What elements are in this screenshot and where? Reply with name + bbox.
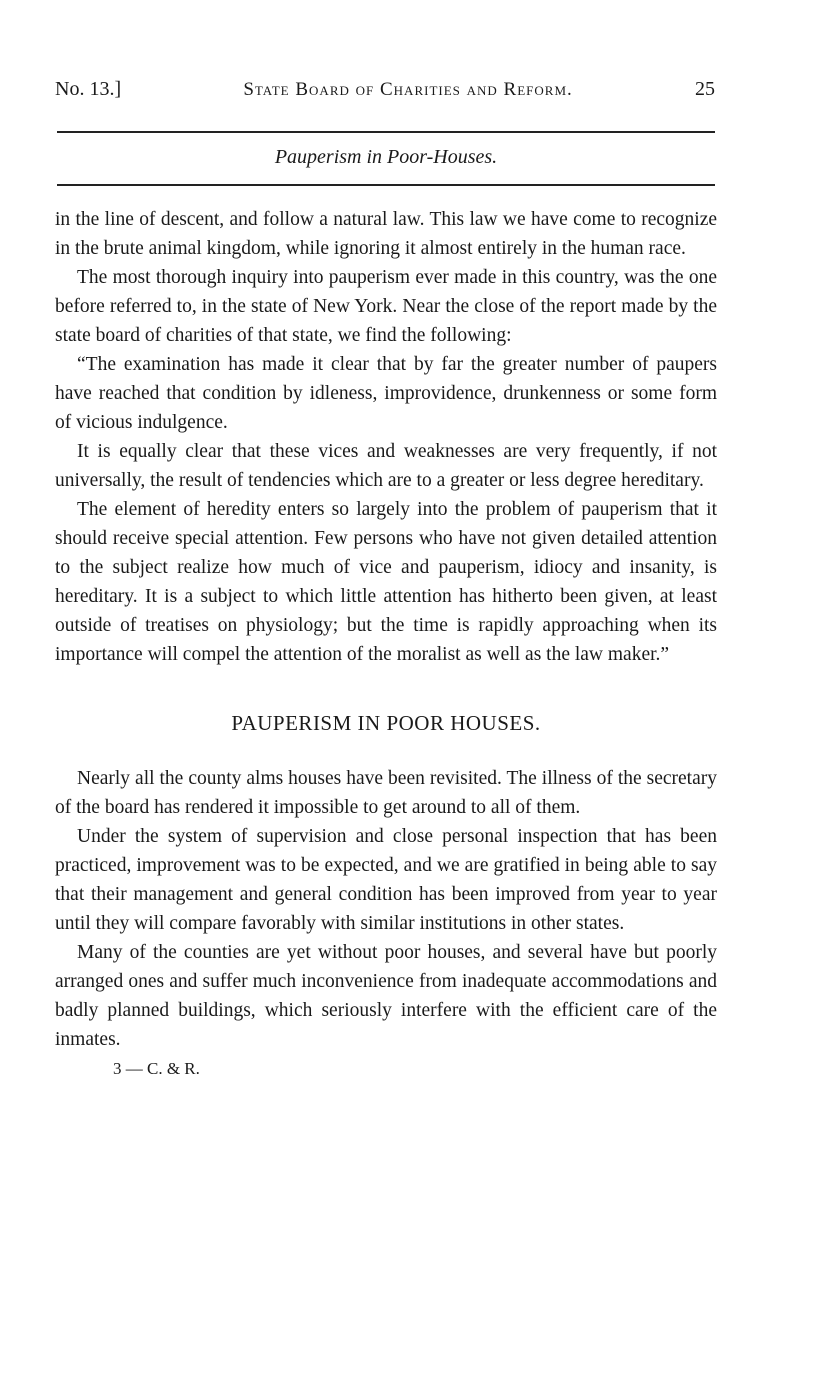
quote-paragraph: The element of heredity enters so largely into the problem of pauperism that it should receive special attention. Few persons who have not given detailed attention to the subject realize how much of vice and pauperism, idiocy and insanity, is hereditary. It is a subject to which little attention has hitherto been given, at least outside of treatises on physiology; but the time is rapidly approaching when its importance will compel the attention of the moralist as well as the law maker.” [55, 499, 717, 665]
quote-paragraph: It is equally clear that these vices and weaknesses are very frequently, if not universally, the result of tendencies which are to a greater or less degree hereditary. [55, 441, 717, 491]
body-text [55, 205, 717, 1083]
paragraph: The most thorough inquiry into pauperism ever made in this country, was the one before referred to, in the state of New York. Near the close of the report made by the state board of charities of that state, we find the following: [55, 267, 717, 346]
paragraph: in the line of descent, and follow a natural law. This law we have come to recognize in the brute animal kingdom, while ignoring it almost entirely in the human race. [55, 209, 717, 259]
header-rule-bottom [57, 184, 715, 186]
quote-paragraph: “The examination has made it clear that by far the greater number of paupers have reached that condition by idleness, improvidence, drunkenness or some form of vicious indulgence. [55, 354, 717, 433]
signature-mark: 3 — C. & R. [113, 1059, 200, 1078]
paragraph: Nearly all the county alms houses have been revisited. The illness of the secretary of the board has rendered it impossible to get around to all of them. [55, 768, 717, 818]
section-heading: PAUPERISM IN POOR HOUSES. [231, 711, 541, 735]
report-number: No. 13.] [55, 78, 122, 100]
running-title: State Board of Charities and Reform. [243, 79, 573, 100]
section-title: Pauperism in Poor-Houses. [274, 146, 498, 168]
paragraph: Many of the counties are yet without poor houses, and several have but poorly arranged ones and suffer much inconvenience from inadequate accommodations and badly planned buildings, which seriously interfere with the efficient care of the inmates. [55, 942, 717, 1050]
running-head [55, 78, 715, 101]
page-number: 25 [695, 78, 715, 100]
paragraph: Under the system of supervision and close personal inspection that has been practiced, improvement was to be expected, and we are gratified in being able to say that their management and general condition has been improved from year to year until they will compare favorably with similar institutions in other states. [55, 826, 717, 934]
header-rule-top [57, 131, 715, 133]
